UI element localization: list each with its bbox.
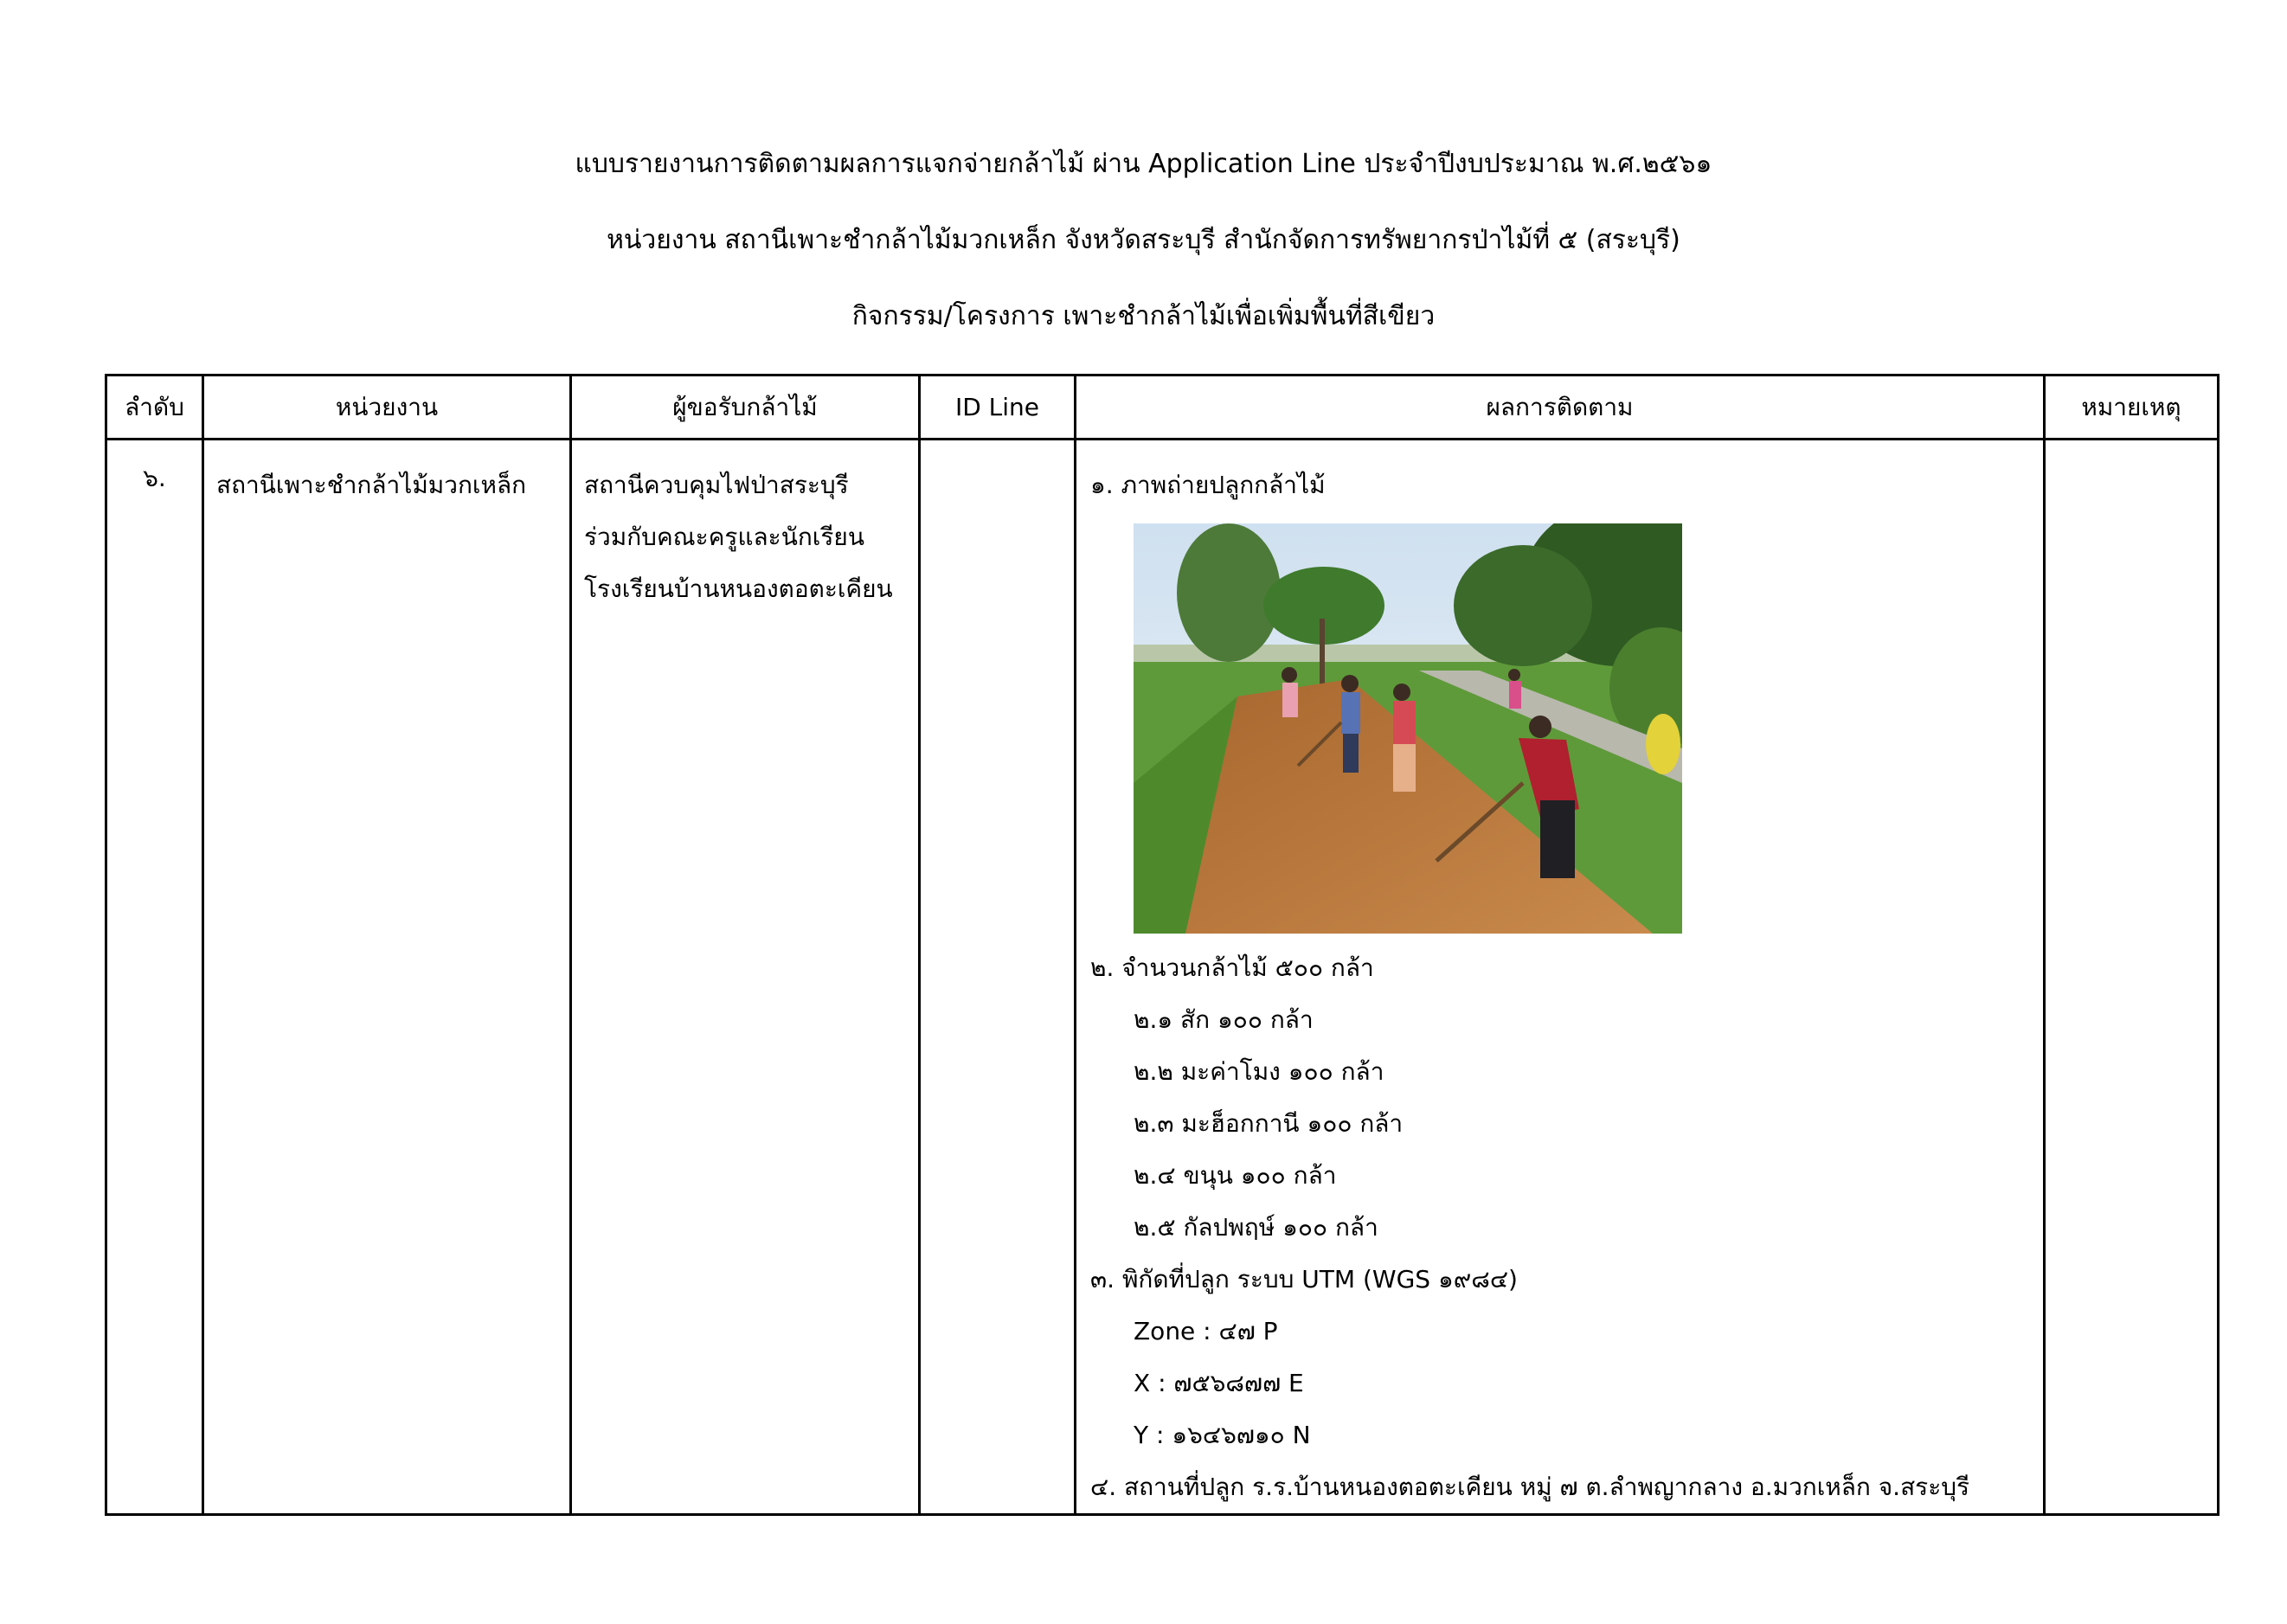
result-item-photo-label: ๑. ภาพถ่ายปลูกกล้าไม้ xyxy=(1090,471,1326,499)
row-unit: สถานีเพาะชำกล้าไม้มวกเหล็ก xyxy=(203,440,571,1515)
header-unit: หน่วยงาน xyxy=(203,376,571,440)
header-id-line: ID Line xyxy=(920,376,1076,440)
row-results xyxy=(1076,440,2045,1515)
project-line: กิจกรรม/โครงการ เพาะชำกล้าไม้เพื่อเพิ่มพื้นที่สีเขียว xyxy=(851,301,1436,331)
recipient-line: โรงเรียนบ้านหนองตอตะเคียน xyxy=(584,574,893,603)
seedling-item: ๒.๑ สัก ๑๐๐ กล้า xyxy=(1134,1005,1314,1034)
planting-photo xyxy=(1134,523,1682,934)
result-item-quantity: ๒. จำนวนกล้าไม้ ๕๐๐ กล้า xyxy=(1090,953,1374,982)
header-no: ลำดับ xyxy=(106,376,203,440)
report-title: แบบรายงานการติดตามผลการแจกจ่ายกล้าไม้ ผ่าน Application Line ประจำปีงบประมาณ พ.ศ.๒๕๖๑ xyxy=(575,149,1712,179)
header-recipient: ผู้ขอรับกล้าไม้ xyxy=(571,376,920,440)
agency-line: หน่วยงาน สถานีเพาะชำกล้าไม้มวกเหล็ก จังหวัดสระบุรี สำนักจัดการทรัพยากรป่าไม้ที่ ๕ (สระบุรี) xyxy=(607,225,1680,255)
report-table xyxy=(105,374,2220,1516)
coordinate-zone: Zone : ๔๗ P xyxy=(1134,1317,1278,1345)
coordinate-y: Y : ๑๖๔๖๗๑๐ N xyxy=(1134,1421,1311,1449)
recipient-line: ร่วมกับคณะครูและนักเรียน xyxy=(584,523,864,551)
row-recipient xyxy=(571,440,920,1515)
seedling-item: ๒.๓ มะฮ็อกกานี ๑๐๐ กล้า xyxy=(1134,1109,1404,1138)
result-item-coordinates: ๓. พิกัดที่ปลูก ระบบ UTM (WGS ๑๙๘๔) xyxy=(1090,1265,1518,1293)
header-remark: หมายเหตุ xyxy=(2045,376,2219,440)
row-number: ๖. xyxy=(106,440,203,1515)
row-id-line xyxy=(920,440,1076,1515)
table-row xyxy=(106,440,2219,1515)
seedling-item: ๒.๕ กัลปพฤษ์ ๑๐๐ กล้า xyxy=(1134,1213,1378,1242)
coordinate-x: X : ๗๕๖๘๗๗ E xyxy=(1134,1369,1304,1397)
seedling-item: ๒.๔ ขนุน ๑๐๐ กล้า xyxy=(1134,1161,1337,1190)
row-remark xyxy=(2045,440,2219,1515)
recipient-line: สถานีควบคุมไฟป่าสระบุรี xyxy=(584,471,849,499)
result-item-location: ๔. สถานที่ปลูก ร.ร.บ้านหนองตอตะเคียน หมู่ ๗ ต.ลำพญากลาง อ.มวกเหล็ก จ.สระบุรี xyxy=(1090,1473,1970,1501)
seedling-item: ๒.๒ มะค่าโมง ๑๐๐ กล้า xyxy=(1134,1057,1384,1086)
table-header-row xyxy=(106,376,2219,440)
header-results: ผลการติดตาม xyxy=(1076,376,2045,440)
